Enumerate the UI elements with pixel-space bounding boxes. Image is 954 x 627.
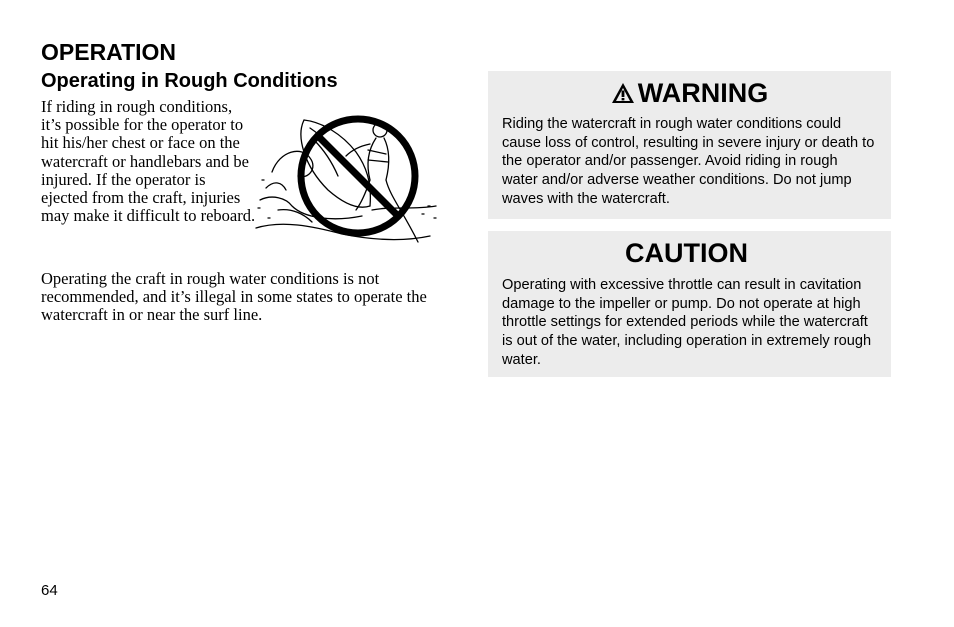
section-title: OPERATION <box>41 39 177 65</box>
body-paragraph-2: Operating the craft in rough water conditions is not recommended, and it’s illegal in some states to operate the watercraft in or near the surf line. <box>41 269 427 325</box>
warning-box <box>488 71 891 219</box>
page-number: 64 <box>41 582 58 599</box>
subsection-title: Operating in Rough Conditions <box>41 70 338 92</box>
warning-triangle-icon <box>611 82 635 104</box>
caution-text: Operating with excessive throttle can result in cavitation damage to the impeller or pump. Do not operate at high throttle settings for extended periods while the watercraft is out of the water, including operation in extremely rough water. <box>502 277 872 368</box>
prohibited-wave-jumping-icon <box>252 110 442 250</box>
caution-box <box>488 231 891 377</box>
warning-text: Riding the watercraft in rough water conditions could cause loss of control, resulting in severe injury or death to the operator and/or passenger. Avoid riding in rough water and/or adverse weather conditions. Do not jump waves with the watercraft. <box>502 116 875 207</box>
warning-heading-text: WARNING <box>637 78 769 108</box>
warning-heading <box>502 77 877 109</box>
body-paragraph-1: If riding in rough conditions, it’s possible for the operator to hit his/her chest or face on the watercraft or handlebars and be injured. If the operator is ejected from the craft, injuries may make it difficult to reboard. <box>41 97 256 226</box>
caution-heading: CAUTION <box>625 238 748 268</box>
